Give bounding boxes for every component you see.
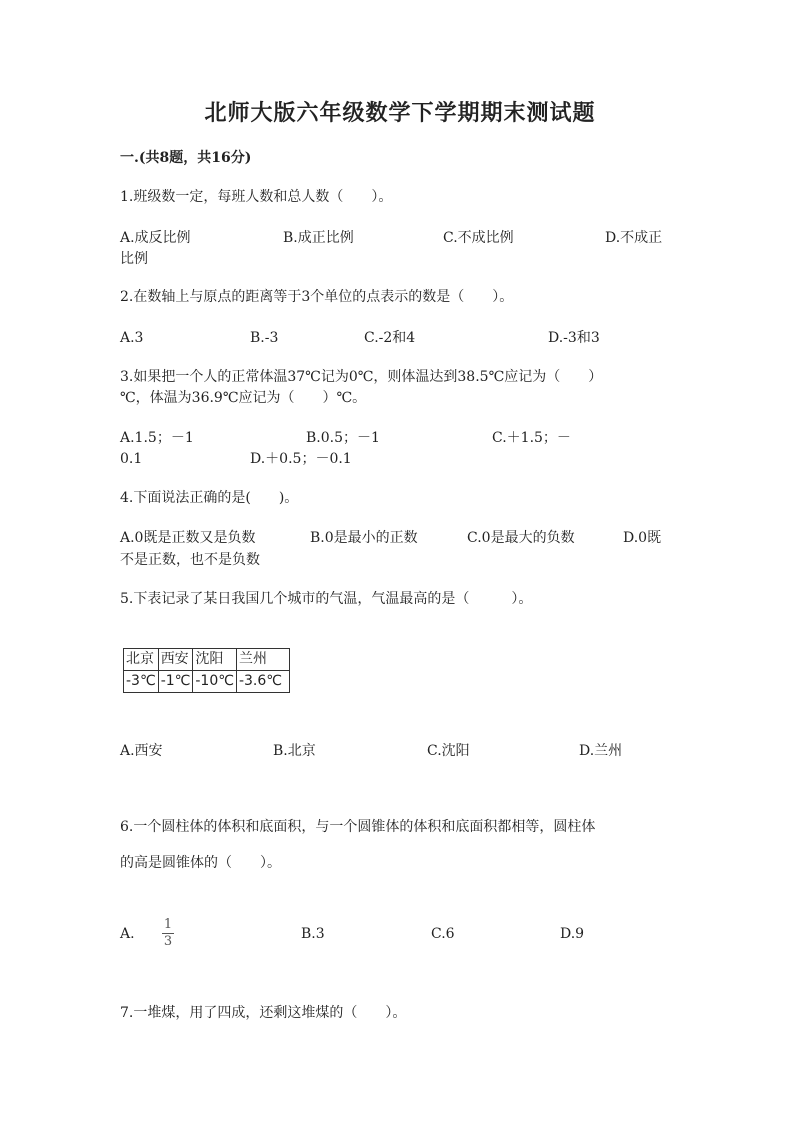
fraction-numerator: 1 [163, 917, 173, 932]
question-1-stem: 1.班级数一定，每班人数和总人数（ ）。 [120, 189, 393, 205]
question-3-option-a: A.1.5；－1 [120, 430, 194, 446]
question-7-stem: 7.一堆煤，用了四成，还剩这堆煤的（ ）。 [120, 1005, 407, 1021]
question-5-option-b: B.北京 [273, 743, 316, 759]
question-3-option-c-wrap: 0.1 [120, 451, 143, 467]
fraction-one-third [160, 918, 176, 949]
table-cell-city: 北京 [124, 649, 159, 671]
question-3-stem-line-1: 3.如果把一个人的正常体温37℃记为0℃，则体温达到38.5℃应记为（ ） [120, 369, 603, 385]
question-5-option-c: C.沈阳 [427, 743, 470, 759]
question-4-stem: 4.下面说法正确的是( )。 [120, 490, 299, 506]
question-6-option-b: B.3 [301, 926, 325, 942]
question-4-option-c: C.0是最大的负数 [467, 530, 575, 546]
table-row [124, 649, 290, 671]
question-2-option-a: A.3 [120, 330, 144, 346]
page-title: 北师大版六年级数学下学期期末测试题 [204, 100, 596, 126]
table-cell-temp: -10℃ [193, 671, 237, 693]
question-6-option-d: D.9 [560, 926, 585, 942]
question-1-option-d-wrap: 比例 [120, 251, 148, 267]
question-3-stem-line-2: ℃，体温为36.9℃应记为（ ）℃。 [120, 390, 367, 406]
table-row [124, 671, 290, 693]
question-1-option-d: D.不成正 [605, 230, 663, 246]
question-6-stem-line-1: 6.一个圆柱体的体积和底面积，与一个圆锥体的体积和底面积都相等，圆柱体 [120, 819, 596, 835]
question-1-option-a: A.成反比例 [120, 230, 191, 246]
table-cell-temp: -3.6℃ [236, 671, 289, 693]
question-2-option-d: D.-3和3 [548, 330, 600, 346]
question-3-option-d: D.＋0.5；－0.1 [250, 451, 352, 467]
question-6-stem-line-2: 的高是圆锥体的（ ）。 [120, 855, 281, 871]
question-4-option-a: A.0既是正数又是负数 [120, 530, 256, 546]
question-2-option-c: C.-2和4 [364, 330, 416, 346]
table-cell-city: 西安 [158, 649, 193, 671]
city-temperature-table [123, 648, 290, 693]
fraction-denominator: 3 [163, 934, 173, 949]
table-cell-city: 兰州 [236, 649, 289, 671]
question-2-stem: 2.在数轴上与原点的距离等于3个单位的点表示的数是（ ）。 [120, 289, 514, 305]
question-4-option-b: B.0是最小的正数 [310, 530, 418, 546]
question-3-option-c: C.＋1.5；－ [492, 430, 571, 446]
question-1-option-b: B.成正比例 [283, 230, 354, 246]
question-1-option-c: C.不成比例 [443, 230, 514, 246]
question-2-option-b: B.-3 [250, 330, 279, 346]
question-3-option-b: B.0.5；－1 [306, 430, 380, 446]
question-5-option-d: D.兰州 [579, 743, 623, 759]
table-cell-temp: -1℃ [158, 671, 193, 693]
question-4-option-d: D.0既 [623, 530, 662, 546]
question-6-option-c: C.6 [431, 926, 455, 942]
question-5-option-a: A.西安 [120, 743, 163, 759]
table-cell-city: 沈阳 [193, 649, 237, 671]
table-cell-temp: -3℃ [124, 671, 159, 693]
question-4-option-d-wrap: 不是正数，也不是负数 [120, 552, 260, 568]
section-heading: 一.(共8题，共16分) [120, 150, 252, 166]
question-6-option-a: A. [120, 926, 135, 942]
question-5-stem: 5.下表记录了某日我国几个城市的气温，气温最高的是（ ）。 [120, 591, 533, 607]
